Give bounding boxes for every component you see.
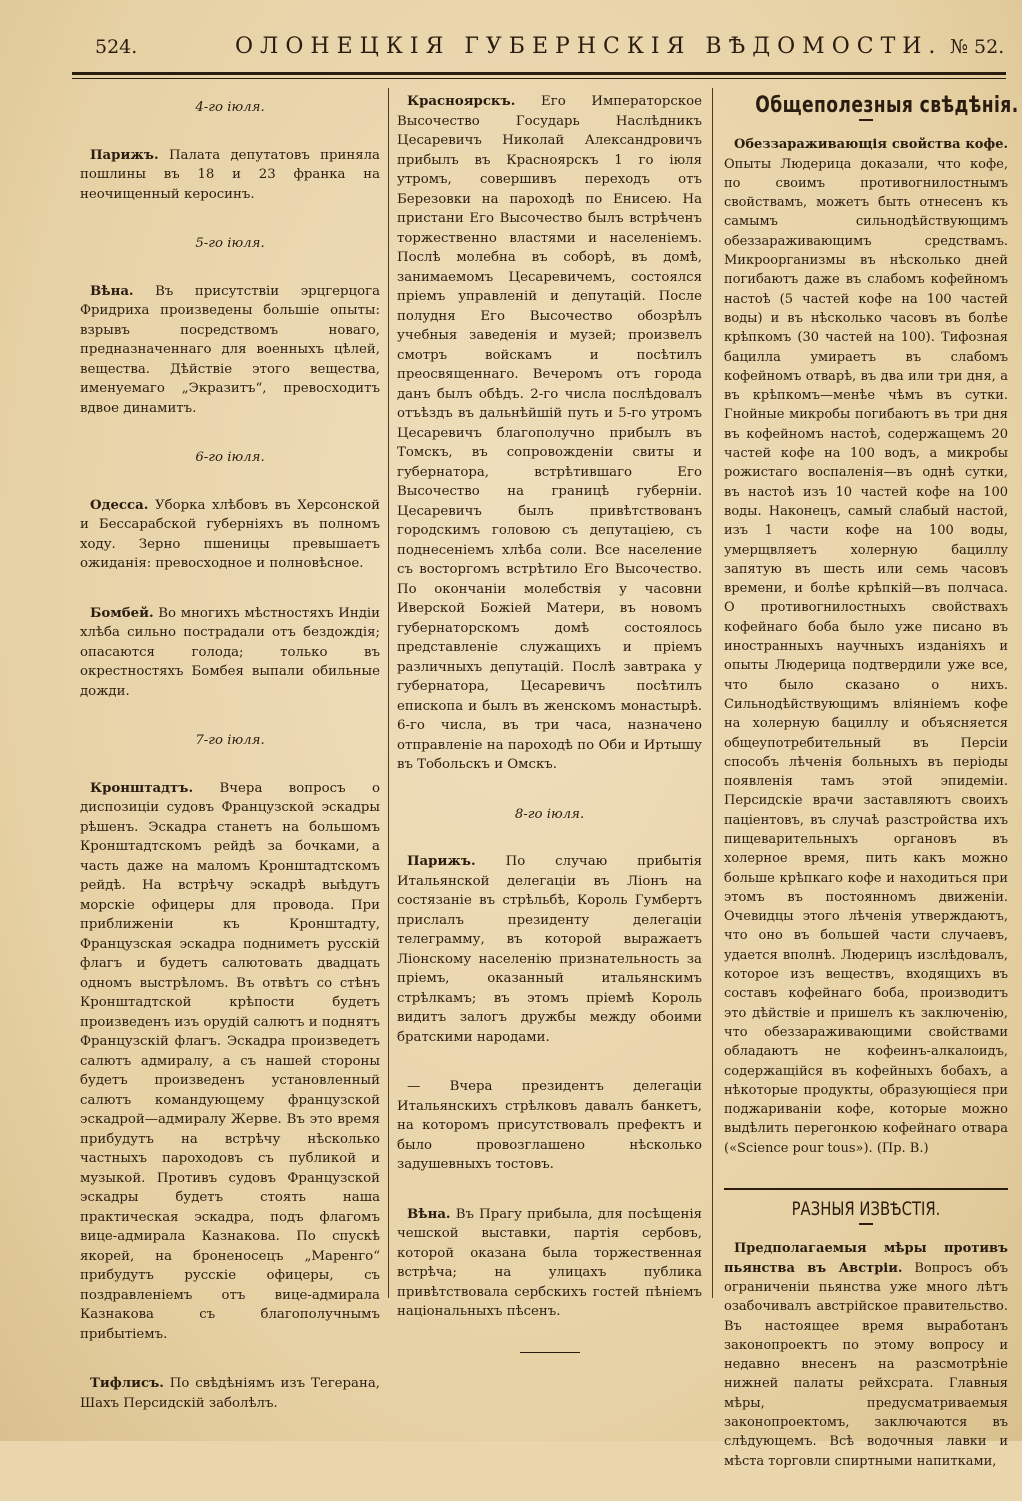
- news-item-kronstadt: [80, 779, 380, 1345]
- article-heading: Обеззараживающія свойства кофе.: [734, 137, 1008, 153]
- place-heading: Тифлисъ.: [90, 1376, 164, 1391]
- news-text: Въ Прагу прибыла, для посѣщенія чешской выставки, партія сербовъ, которой оказана была торжественная встрѣча; на улицахъ публика привѣтствовала сербскихъ гостей пѣніемъ національныхъ пѣсенъ.: [397, 1206, 702, 1319]
- news-text: По свѣдѣніямъ изъ Тегерана, Шахъ Персидскій заболѣлъ.: [80, 1376, 380, 1411]
- news-item-vienna-2: [397, 1205, 702, 1322]
- news-item-paris-2: [397, 852, 702, 1047]
- news-text: По случаю прибытія Итальянской делегаціи въ Ліонъ на состязаніе въ стрѣльбѣ, Король Гумбертъ прислалъ президенту делегаціи телеграмму, въ которой выражаетъ Ліонскому населенію признательность за пріемъ, оказанный итальянскимъ стрѣлкамъ; въ этомъ пріемѣ Король видитъ залогъ дружбы между обоими братскими народами.: [397, 854, 703, 1045]
- page-number: 524.: [95, 36, 138, 58]
- end-rule: [520, 1352, 580, 1353]
- place-heading: Кронштадтъ.: [90, 780, 194, 796]
- news-item-krasnoyarsk: [397, 92, 702, 775]
- title-dash: [859, 119, 873, 121]
- news-item-tiflis: [80, 1374, 380, 1413]
- article-text: Вопросъ объ ограниченіи пьянства уже много лѣтъ озабочивалъ австрійское правительство. Въ настоящее время выработанъ законопроектъ по этому вопросу и недавно внесенъ на разсмотрѣніе нижней палаты рейхсрата. Главныя мѣры, предусматриваемыя законопроектомъ, заключаются въ слѣдующемъ. Всѣ водочныя лавки и мѣста торговли спиртными напитками,: [724, 1260, 1008, 1469]
- column-2: [397, 92, 702, 1353]
- news-item-banquet: [397, 1077, 702, 1175]
- date-heading: 5-го іюля.: [195, 236, 265, 251]
- header-rule-thin: [72, 78, 1006, 79]
- news-text: Вчера вопросъ о диспозиціи судовъ Французской эскадры рѣшенъ. Эскадра станетъ на большомъ Кронштадтскомъ рейдѣ за бочками, а часть даже на маломъ Кронштадтскомъ рейдѣ. На встрѣчу эскадрѣ выѣдутъ морскіе офицеры для провода. При приближеніи къ Кронштадту, Французская эскадра подниметъ русскій флагъ и будетъ салютовать двадцать одномъ выстрѣломъ. Въ отвѣтъ со стѣнъ Кронштадтской крѣпости будетъ произведенъ изъ орудій салютъ и поднятъ Французскій флагъ. Эскадра произведетъ салютъ адмиралу, а съ нашей стороны будетъ произведенъ установленный салютъ командующему французской эскадрой—адмиралу Жерве. Въ это время прибудутъ на встрѣчу нѣсколько частныхъ пароходовъ съ публикой и музыкой. Противъ судовъ Французской эскадры будетъ стоять наша практическая эскадра, подъ флагомъ вице-адмирала Казнакова. По спускѣ якорей, на броненосецъ „Маренго“ прибудутъ русскіе офицеры, съ поздравленіемъ отъ вице-адмирала Казнакова съ благополучнымъ прибытіемъ.: [80, 780, 380, 1342]
- news-item-bombay: [80, 604, 380, 702]
- news-item-paris: [80, 146, 380, 205]
- article-coffee: [724, 135, 1008, 1158]
- article-text: Опыты Людерица доказали, что кофе, по своимъ противогнилостнымъ свойствамъ, можетъ быть отнесенъ къ самымъ сильнодѣйствующимъ обеззараживающимъ средствамъ. Микроорганизмы въ нѣсколько дней погибаютъ даже въ слабомъ кофейномъ настоѣ (5 частей кофе на 100 частей воды) и въ нѣсколько часовъ въ болѣе крѣпкомъ (30 частей на 100). Тифозная бацилла умираетъ въ слабомъ кофейномъ отварѣ, въ два или три дня, а въ крѣпкомъ—менѣе чѣмъ въ сутки. Гнойные микробы погибаютъ въ три дня въ кофейномъ настоѣ, содержащемъ 20 частей кофе на 100 водъ, а микробы рожистаго воспаленія—въ однѣ сутки, въ настоѣ изъ 10 частей кофе на 100 воды. Наконецъ, самый слабый настой, изъ 1 части кофе на 100 воды, умерщвляетъ холерную бациллу запятую въ шесть или семь часовъ времени, и болѣе крѣпкій—въ полчаса. О противогнилостныхъ свойствахъ кофейнаго боба было уже писано въ иностранныхъ научныхъ изданіяхъ и опыты Людерица подтвердили уже все, что было сказано о нихъ. Сильнодѣйствующимъ вліяніемъ кофе на холерную бациллу и объясняется общеупотребительный въ Персіи способъ лѣченія больныхъ въ періоды появленія тамъ этой эпидеміи. Персидскіе врачи заставляютъ своихъ паціентовъ, въ случаѣ разстройства ихъ пищеварительныхъ органовъ въ холерное время, пить какъ можно больше крѣпкаго кофе и находиться при этомъ въ постоянномъ движеніи. Очевидцы этого лѣченія утверждаютъ, что оно въ большей части случаевъ, удается вполнѣ. Людерицъ изслѣдовалъ, которое изъ веществъ, входящихъ въ составъ кофейнаго боба, производитъ это дѣйствіе и пришелъ къ заключенію, что обеззараживающими свойствами обладаютъ не кофеинъ-алкалоидъ, содержащійся въ кофейныхъ бобахъ, а нѣкоторые продукты, образующіеся при поджариваніи кофе, которые можно выдѣлить перегонкою кофейнаго отвара («Science pour tous»).: [724, 156, 1008, 1156]
- news-item-vienna: [80, 282, 380, 419]
- column-1: [80, 92, 380, 1443]
- date-heading: 4-го іюля.: [195, 100, 265, 115]
- column-divider: [712, 88, 713, 1298]
- news-text: Его Императорское Высочество Государь Наслѣдникъ Цесаревичъ Николай Александровичъ прибылъ въ Красноярскъ 1 го іюля утромъ, совершивъ переходъ отъ Березовки на пароходѣ по Енисею. На пристани Его Высочество былъ встрѣченъ торжественно властями и населеніемъ. Послѣ молебна въ соборѣ, въ домѣ, занимаемомъ Цесаревичемъ, состоялся пріемъ управленій и депутацій. После полудня Его Высочество обозрѣлъ учебныя заведенія и музей; произвелъ смотръ войскамъ и посѣтилъ преосвященнаго. Вечеромъ отъ города данъ былъ обѣдъ. 2-го числа послѣдовалъ отъѣздъ въ дальнѣйшій путь и 5-го утромъ Цесаревичъ благополучно прибылъ въ Томскъ, въ сопровожденіи свиты и губернатора, встрѣтившаго Его Высочество на границѣ губерніи. Цесаревичъ былъ привѣтствованъ городскимъ головою съ депутаціею, съ поднесеніемъ хлѣба соли. Все население съ восторгомъ встрѣтило Его Высочество. По окончаніи молебствія у часовни Иверской Божіей Матери, въ новомъ губернаторскомъ домѣ состоялось представленіе служащихъ и пріемъ различныхъ депутацій. Послѣ завтрака у губернатора, Цесаревичъ посѣтилъ епископа и былъ въ женскомъ монастырѣ. 6-го числа, въ три часа, назначено отправленіе на пароходѣ по Оби и Иртышу въ Тобольскъ и Омскъ.: [397, 94, 702, 772]
- header-rule: [72, 72, 1006, 75]
- date-heading: 6-го іюля.: [195, 450, 265, 465]
- news-text: Уборка хлѣбовъ въ Херсонской и Бессарабской губерніяхъ въ полномъ ходу. Зерно пшеницы превышаетъ ожиданія: превосходное и полновѣсное.: [80, 497, 380, 571]
- section-rule: [724, 1188, 1008, 1190]
- news-item-odessa: [80, 496, 380, 574]
- news-text: — Вчера президентъ делегаціи Итальянскихъ стрѣлковъ давалъ банкетъ, на которомъ присутствовалъ префектъ и было провозглашено нѣсколько задушевныхъ тостовъ.: [397, 1079, 702, 1172]
- date-heading: 8-го іюля.: [514, 806, 585, 822]
- place-heading: Вѣна.: [407, 1206, 451, 1222]
- news-text: Во многихъ мѣстностяхъ Индіи хлѣба сильно пострадали отъ бездождія; опасаются голода; только въ окрестностяхъ Бомбея выпали обильные дожди.: [80, 605, 380, 699]
- page-header: [70, 28, 1010, 68]
- article-heading: Предполагаемыя мѣры противъ пьянства въ Австріи.: [724, 1241, 1008, 1276]
- newspaper-title: ОЛОНЕЦКІЯ ГУБЕРНСКІЯ ВѢДОМОСТИ.: [235, 34, 943, 59]
- column-3: [724, 92, 1019, 1501]
- place-heading: Парижъ.: [90, 147, 159, 163]
- place-heading: Вѣна.: [90, 283, 134, 299]
- place-heading: Одесса.: [90, 497, 149, 513]
- section-title-useful-info: Общеполезныя свѣдѣнія.: [755, 93, 1019, 118]
- column-divider: [388, 88, 389, 1298]
- date-heading: 7-го іюля.: [195, 733, 265, 748]
- article-source: (Пр. В.): [876, 1140, 929, 1156]
- place-heading: Красноярскъ.: [407, 94, 516, 109]
- section-title-various-news: РАЗНЫЯ ИЗВѢСТІЯ.: [791, 1198, 941, 1221]
- article-drunkenness: [724, 1239, 1008, 1471]
- place-heading: Бомбей.: [90, 605, 154, 621]
- title-dash: [859, 1223, 873, 1225]
- news-text: Въ присутствіи эрцгерцога Фридриха произведены большіе опыты: взрывъ посредствомъ новаго, предназначеннаго для военныхъ цѣлей, вещества. Дѣйствіе этого вещества, именуемаго „Экразитъ“, превосходитъ вдвое динамитъ.: [80, 283, 380, 416]
- place-heading: Парижъ.: [407, 854, 476, 869]
- news-text: Палата депутатовъ приняла пошлины въ 18 и 23 франка на неочищенный керосинъ.: [80, 147, 380, 202]
- issue-number: № 52.: [950, 36, 1005, 58]
